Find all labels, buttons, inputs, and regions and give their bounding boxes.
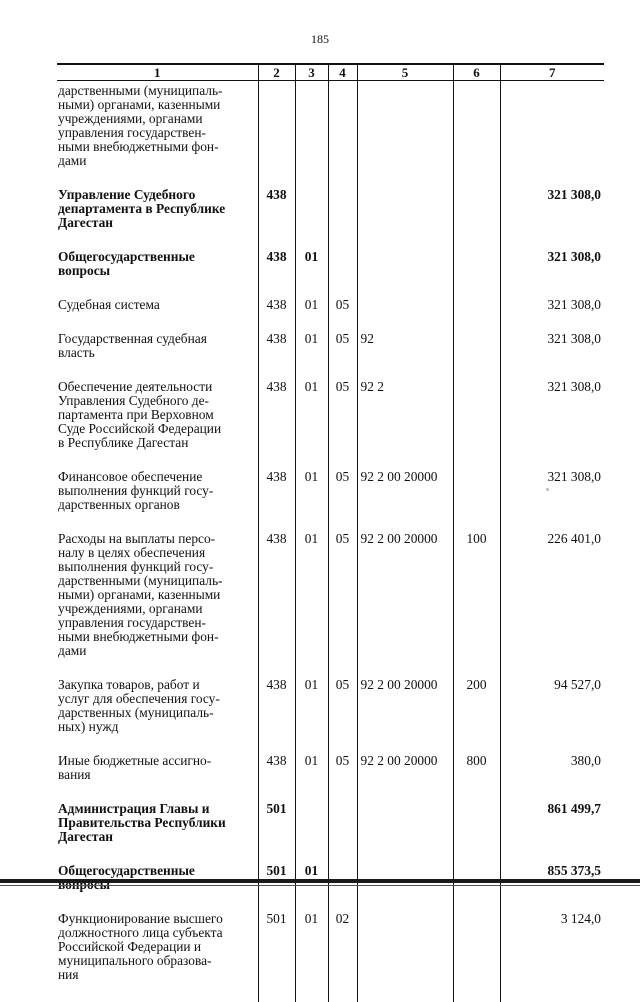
row-amount: 226 401,0 xyxy=(500,532,604,678)
row-name: Иные бюджетные ассигно- вания xyxy=(57,754,258,802)
scan-edge-line xyxy=(0,885,640,886)
row-target: 92 2 00 20000 xyxy=(357,678,453,754)
row-amount: 3 124,0 xyxy=(500,912,604,1002)
row-type xyxy=(453,912,500,1002)
row-name: Общегосударственные вопросы xyxy=(57,250,258,298)
column-header: 4 xyxy=(328,64,357,81)
row-code: 438 xyxy=(258,678,295,754)
row-section xyxy=(295,81,328,189)
scan-edge-bar xyxy=(0,879,640,883)
column-header: 3 xyxy=(295,64,328,81)
table-row xyxy=(57,188,604,250)
row-name: Общегосударственные xyxy=(57,864,258,912)
row-name: Управление Судебного департамента в Республике Дагестан xyxy=(57,188,258,250)
row-target xyxy=(357,298,453,332)
table-row xyxy=(57,81,604,189)
row-target: 92 2 xyxy=(357,380,453,470)
row-code xyxy=(258,81,295,189)
row-section: 01 xyxy=(295,298,328,332)
row-target: 92 2 00 20000 xyxy=(357,532,453,678)
row-name: Обеспечение деятельности Управления Судебного де- партамента при Верховном Суде Российской Федерации в Республике Дагестан xyxy=(57,380,258,470)
row-subsection: 05 xyxy=(328,470,357,532)
row-name: Государственная судебная власть xyxy=(57,332,258,380)
row-type xyxy=(453,188,500,250)
row-subsection xyxy=(328,81,357,189)
row-type xyxy=(453,81,500,189)
row-subsection xyxy=(328,250,357,298)
table-row xyxy=(57,470,604,532)
row-subsection: 05 xyxy=(328,298,357,332)
row-name: Расходы на выплаты персо- налу в целях обеспечения выполнения функций госу- дарственными (муниципаль- ными) органами, казенными учреждениями, органами управления государствен- ными внебюджетными фон- дами xyxy=(57,532,258,678)
row-code: 438 xyxy=(258,470,295,532)
row-type: 800 xyxy=(453,754,500,802)
row-subsection: 05 xyxy=(328,332,357,380)
column-header: 6 xyxy=(453,64,500,81)
row-code: 438 xyxy=(258,188,295,250)
row-section: 01 xyxy=(295,380,328,470)
table-body xyxy=(57,81,604,1002)
row-subsection: 05 xyxy=(328,678,357,754)
row-section xyxy=(295,802,328,864)
row-code: 438 xyxy=(258,532,295,678)
row-type: 100 xyxy=(453,532,500,678)
row-target: 92 2 00 20000 xyxy=(357,470,453,532)
column-header: 5 xyxy=(357,64,453,81)
row-section: 01 xyxy=(295,912,328,1002)
row-amount: 380,0 xyxy=(500,754,604,802)
row-amount: 321 308,0 xyxy=(500,188,604,250)
table-row xyxy=(57,298,604,332)
row-name: Финансовое обеспечение выполнения функций госу- дарственных органов xyxy=(57,470,258,532)
row-target xyxy=(357,81,453,189)
row-code: 501 xyxy=(258,864,295,912)
row-amount: 861 499,7 xyxy=(500,802,604,864)
row-target xyxy=(357,912,453,1002)
column-header: 2 xyxy=(258,64,295,81)
column-header: 7 xyxy=(500,64,604,81)
row-amount: 321 308,0 xyxy=(500,298,604,332)
scan-speck xyxy=(546,488,549,491)
row-amount: 321 308,0 xyxy=(500,380,604,470)
row-section: 01 xyxy=(295,332,328,380)
row-type xyxy=(453,332,500,380)
row-name: Судебная система xyxy=(57,298,258,332)
row-code: 438 xyxy=(258,332,295,380)
row-name: Администрация Главы и Правительства Республики Дагестан xyxy=(57,802,258,864)
table-row xyxy=(57,250,604,298)
row-subsection: 05 xyxy=(328,532,357,678)
row-code: 438 xyxy=(258,298,295,332)
row-name: Функционирование высшего должностного лица субъекта Российской Федерации и муниципального образова- ния xyxy=(57,912,258,1002)
row-target xyxy=(357,802,453,864)
row-type xyxy=(453,470,500,532)
row-amount: 321 308,0 xyxy=(500,470,604,532)
row-code: 438 xyxy=(258,380,295,470)
row-type xyxy=(453,298,500,332)
row-subsection xyxy=(328,188,357,250)
row-type: 200 xyxy=(453,678,500,754)
row-section: 01 xyxy=(295,754,328,802)
row-section: 01 xyxy=(295,678,328,754)
row-type xyxy=(453,380,500,470)
row-type xyxy=(453,250,500,298)
row-type xyxy=(453,802,500,864)
row-amount: 855 373,5 xyxy=(500,864,604,912)
row-section: 01 xyxy=(295,864,328,912)
budget-table xyxy=(57,63,604,1002)
table-row xyxy=(57,532,604,678)
row-section: 01 xyxy=(295,250,328,298)
row-name: дарственными (муниципаль- ными) органами, казенными учреждениями, органами управления государствен- ными внебюджетными фон- дами xyxy=(57,81,258,189)
row-code: 501 xyxy=(258,802,295,864)
row-amount: 94 527,0 xyxy=(500,678,604,754)
row-section: 01 xyxy=(295,470,328,532)
row-subsection: 05 xyxy=(328,380,357,470)
row-target xyxy=(357,188,453,250)
table-row xyxy=(57,380,604,470)
row-section xyxy=(295,188,328,250)
row-subsection: 02 xyxy=(328,912,357,1002)
row-name: Закупка товаров, работ и услуг для обеспечения госу- дарственных (муниципаль- ных) нужд xyxy=(57,678,258,754)
row-code: 501 xyxy=(258,912,295,1002)
row-target: 92 2 00 20000 xyxy=(357,754,453,802)
row-amount: 321 308,0 xyxy=(500,332,604,380)
row-amount: 321 308,0 xyxy=(500,250,604,298)
row-target xyxy=(357,250,453,298)
row-section: 01 xyxy=(295,532,328,678)
table-row xyxy=(57,678,604,754)
page-number: 185 xyxy=(0,32,640,47)
row-code: 438 xyxy=(258,250,295,298)
column-header: 1 xyxy=(57,64,258,81)
row-code: 438 xyxy=(258,754,295,802)
header-row xyxy=(57,64,604,81)
table-row xyxy=(57,754,604,802)
table-row xyxy=(57,332,604,380)
table-row xyxy=(57,912,604,1002)
row-subsection xyxy=(328,802,357,864)
table-row xyxy=(57,802,604,864)
row-target: 92 xyxy=(357,332,453,380)
row-subsection: 05 xyxy=(328,754,357,802)
row-amount xyxy=(500,81,604,189)
